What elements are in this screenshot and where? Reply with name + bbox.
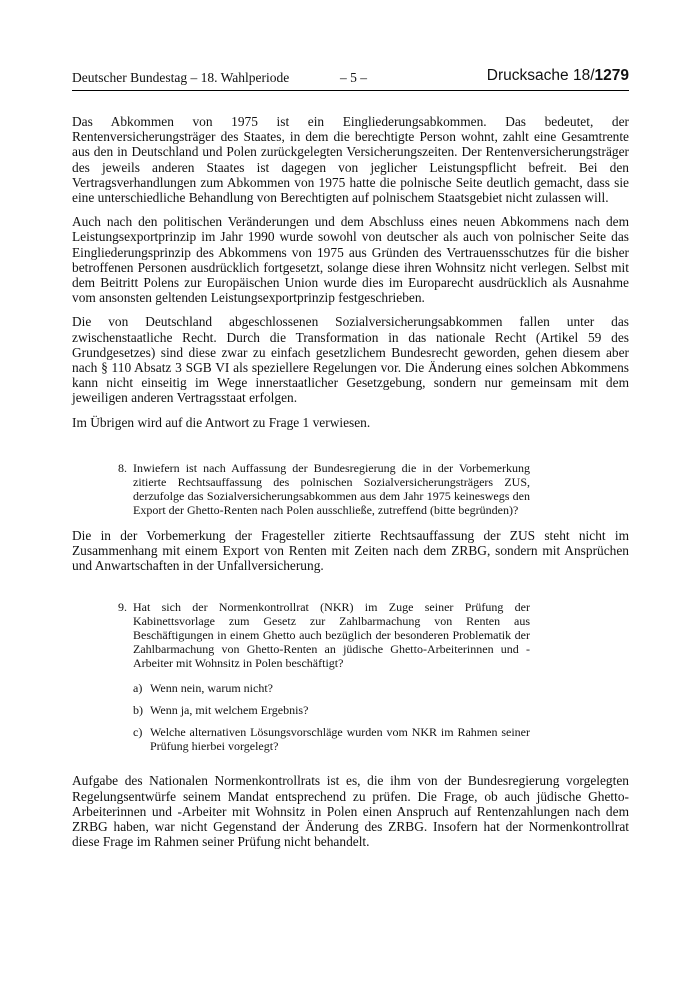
subquestion-b-label: b) [133, 703, 143, 718]
subquestion-b [133, 703, 530, 717]
document-body [72, 114, 629, 858]
question-8-number: 8. [118, 460, 127, 475]
document-number [487, 67, 629, 85]
paragraph-4: Im Übrigen wird auf die Antwort zu Frage 1 verwiesen. [72, 414, 371, 430]
document-number-bold: 1279 [594, 67, 629, 84]
subquestion-c-text: Welche alternativen Lösungsvorschläge wurden vom NKR im Rahmen seiner Prüfung hierbei vorgelegt? [150, 725, 530, 754]
subquestion-a [133, 681, 530, 695]
question-9-text: Hat sich der Normenkontrollrat (NKR) im Zuge seiner Prüfung der Kabinettsvorlage zum Gesetz zur Zahlbarmachung von Renten aus Beschäftigungen in einem Ghetto auch bezüglich der besonderen Problematik der Zahlbarmachung von Ghetto-Renten an jüdische Ghetto-Arbeiterinnen und -Arbeiter mit Wohnsitz in Polen beschäftigt? [133, 600, 530, 671]
question-8 [118, 461, 530, 517]
paragraph-1: Das Abkommen von 1975 ist ein Eingliederungsabkommen. Das bedeutet, der Rentenversicherungsträger des Staates, in dem die berechtigte Person wohnt, zahlt eine Gesamtrente aus den in Deutschland und Polen zurückgelegten Versicherungszeiten. Der Rentenversicherungsträger des jeweils anderen Staates ist dagegen von jeglicher Leistungspflicht befreit. Bei den Vertragsverhandlungen zum Abkommen von 1975 hatte die polnische Seite deutlich gemacht, dass sie eine unterschiedliche Behandlung von Berechtigten auf polnischem Staatsgebiet nicht zulassen will. [72, 114, 629, 206]
paragraph-3: Die von Deutschland abgeschlossenen Sozialversicherungsabkommen fallen unter das zwischenstaatliche Recht. Durch die Transformation in das nationale Recht (Artikel 59 des Grundgesetzes) sind diese zwar zu einfach gesetzlichem Bundesrecht geworden, gehen diesem aber nach § 110 Absatz 3 SGB VI als speziellere Regelungen vor. Die Änderung eines solchen Abkommens kann nicht einseitig im Wege innerstaatlicher Gesetzgebung, sondern nur gemeinsam mit dem jeweiligen anderen Vertragsstaat erfolgen. [72, 314, 629, 406]
subquestion-c [133, 725, 530, 753]
answer-9: Aufgabe des Nationalen Normenkontrollrats ist es, die ihm von der Bundesregierung vorgelegten Regelungsentwürfe seinem Mandat entsprechend zu prüfen. Die Frage, ob auch jüdische Ghetto-Arbeiterinnen und -Arbeiter mit Wohnsitz in Polen einen Anspruch auf Rentenzahlungen nach dem ZRBG haben, war nicht Gegenstand der Änderung des ZRBG. Insofern hat der Normenkontrollrat diese Frage im Rahmen seiner Prüfung nicht behandelt. [72, 773, 629, 850]
paragraph-2: Auch nach den politischen Veränderungen und dem Abschluss eines neuen Abkommens nach dem Leistungsexportprinzip im Jahr 1990 wurde sowohl von deutscher als auch von polnischer Seite das Eingliederungsprinzip des Abkommens von 1975 aus Gründen des Vertrauensschutzes für die bisher betroffenen Personen ausdrücklich fortgesetzt, solange diese ihren Wohnsitz nicht verlegen. Selbst mit dem Beitritt Polens zur Europäischen Union wurde dies im Europarecht ausdrücklich als Ausnahme vom ansonsten geltenden Leistungsexportprinzip festgeschrieben. [72, 214, 629, 306]
subquestion-a-label: a) [133, 681, 143, 696]
question-9-number: 9. [118, 600, 127, 615]
page-number: – 5 – [340, 70, 367, 85]
answer-8: Die in der Vorbemerkung der Fragesteller zitierte Rechtsauffassung der ZUS steht nicht im Zusammenhang mit einem Export von Renten mit Zeiten nach dem ZRBG, sondern mit Ansprüchen und Anwartschaften in der Unfallversicherung. [72, 527, 629, 574]
subquestion-a-text: Wenn nein, warum nicht? [150, 681, 273, 696]
page-header [72, 68, 629, 91]
document-number-prefix: 18/ [572, 67, 595, 84]
subquestion-c-label: c) [133, 725, 143, 740]
question-8-text: Inwiefern ist nach Auffassung der Bundesregierung die in der Vorbemerkung zitierte Rechtsauffassung des polnischen Sozialversicherungsträgers ZUS, derzufolge das Sozialversicherungsabkommen aus dem Jahr 1975 keineswegs den Export der Ghetto-Renten nach Polen ausschließe, zutreffend (bitte begründen)? [133, 460, 530, 517]
subquestion-b-text: Wenn ja, mit welchem Ergebnis? [150, 703, 309, 718]
question-9-subitems [133, 681, 530, 753]
header-parliament: Deutscher Bundestag – 18. Wahlperiode [72, 70, 290, 85]
question-9 [118, 600, 530, 670]
document-label: Drucksache [486, 67, 569, 84]
